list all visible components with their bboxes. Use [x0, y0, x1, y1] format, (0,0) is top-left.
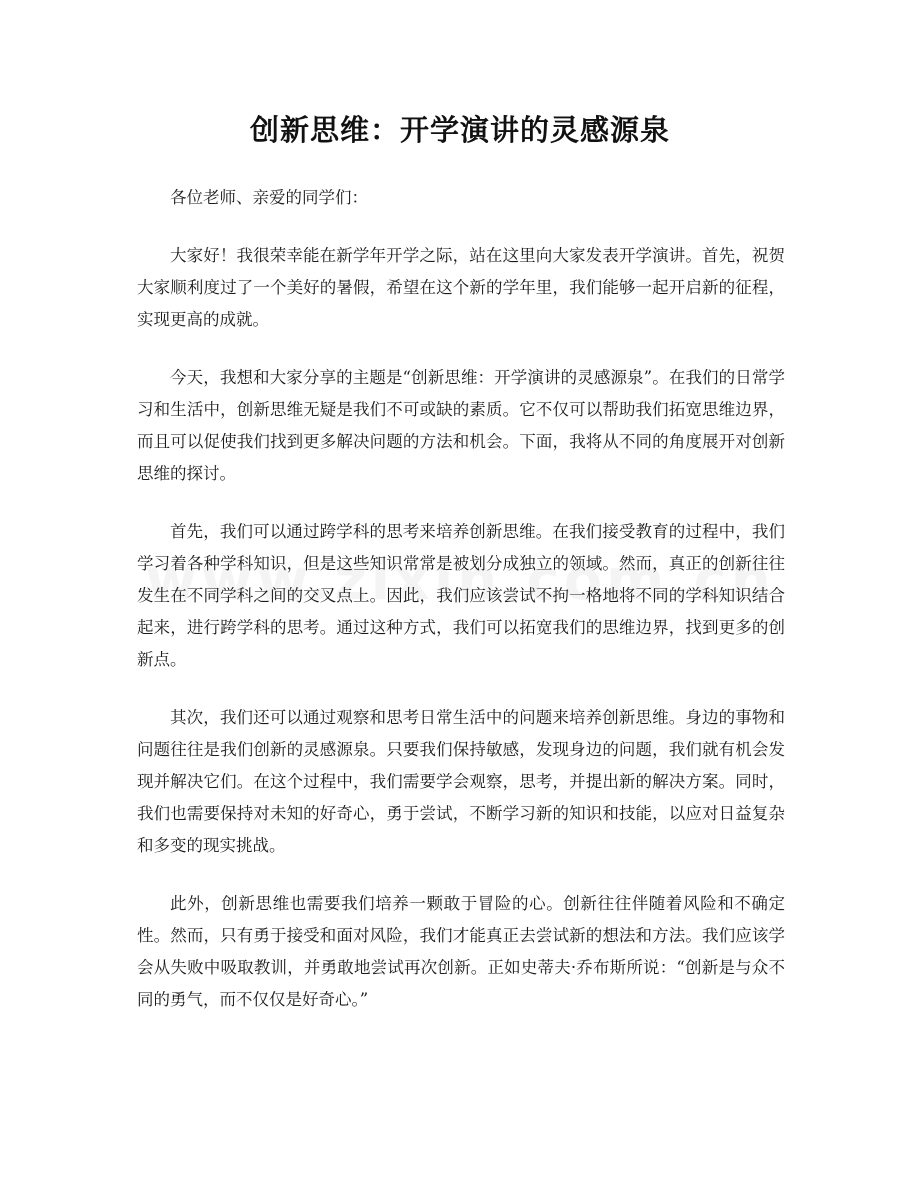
paragraph-2: 今天，我想和大家分享的主题是“创新思维：开学演讲的灵感源泉”。在我们的日常学习和生活中，创新思维无疑是我们不可或缺的素质。它不仅可以帮助我们拓宽思维边界，而且可以促使我们找到更多解决问题的方法和机会。下面，我将从不同的角度展开对创新思维的探讨。 — [137, 368, 785, 483]
paragraph-5: 此外，创新思维也需要我们培养一颗敢于冒险的心。创新往往伴随着风险和不确定性。然而，只有勇于接受和面对风险，我们才能真正去尝试新的想法和方法。我们应该学会从失败中吸取教训，并勇敢地尝试再次创新。正如史蒂夫·乔布斯所说：“创新是与众不同的勇气，而不仅仅是好奇心。” — [137, 894, 785, 1009]
document-title: 创新思维：开学演讲的灵感源泉 — [249, 113, 670, 147]
paragraph-4: 其次，我们还可以通过观察和思考日常生活中的问题来培养创新思维。身边的事物和问题往往是我们创新的灵感源泉。只要我们保持敏感，发现身边的问题，我们就有机会发现并解决它们。在这个过程中，我们需要学会观察，思考，并提出新的解决方案。同时，我们也需要保持对未知的好奇心，勇于尝试，不断学习新的知识和技能，以应对日益复杂和多变的现实挑战。 — [137, 708, 785, 855]
document-body — [137, 182, 785, 1042]
paragraph-3: 首先，我们可以通过跨学科的思考来培养创新思维。在我们接受教育的过程中，我们学习着各种学科知识，但是这些知识常常是被划分成独立的领域。然而，真正的创新往往发生在不同学科之间的交叉点上。因此，我们应该尝试不拘一格地将不同的学科知识结合起来，进行跨学科的思考。通过这种方式，我们可以拓宽我们的思维边界，找到更多的创新点。 — [137, 522, 785, 669]
paragraph-1: 大家好！我很荣幸能在新学年开学之际，站在这里向大家发表开学演讲。首先，祝贺大家顺利度过了一个美好的暑假，希望在这个新的学年里，我们能够一起开启新的征程，实现更高的成就。 — [137, 246, 785, 329]
greeting: 各位老师、亲爱的同学们： — [170, 188, 368, 207]
